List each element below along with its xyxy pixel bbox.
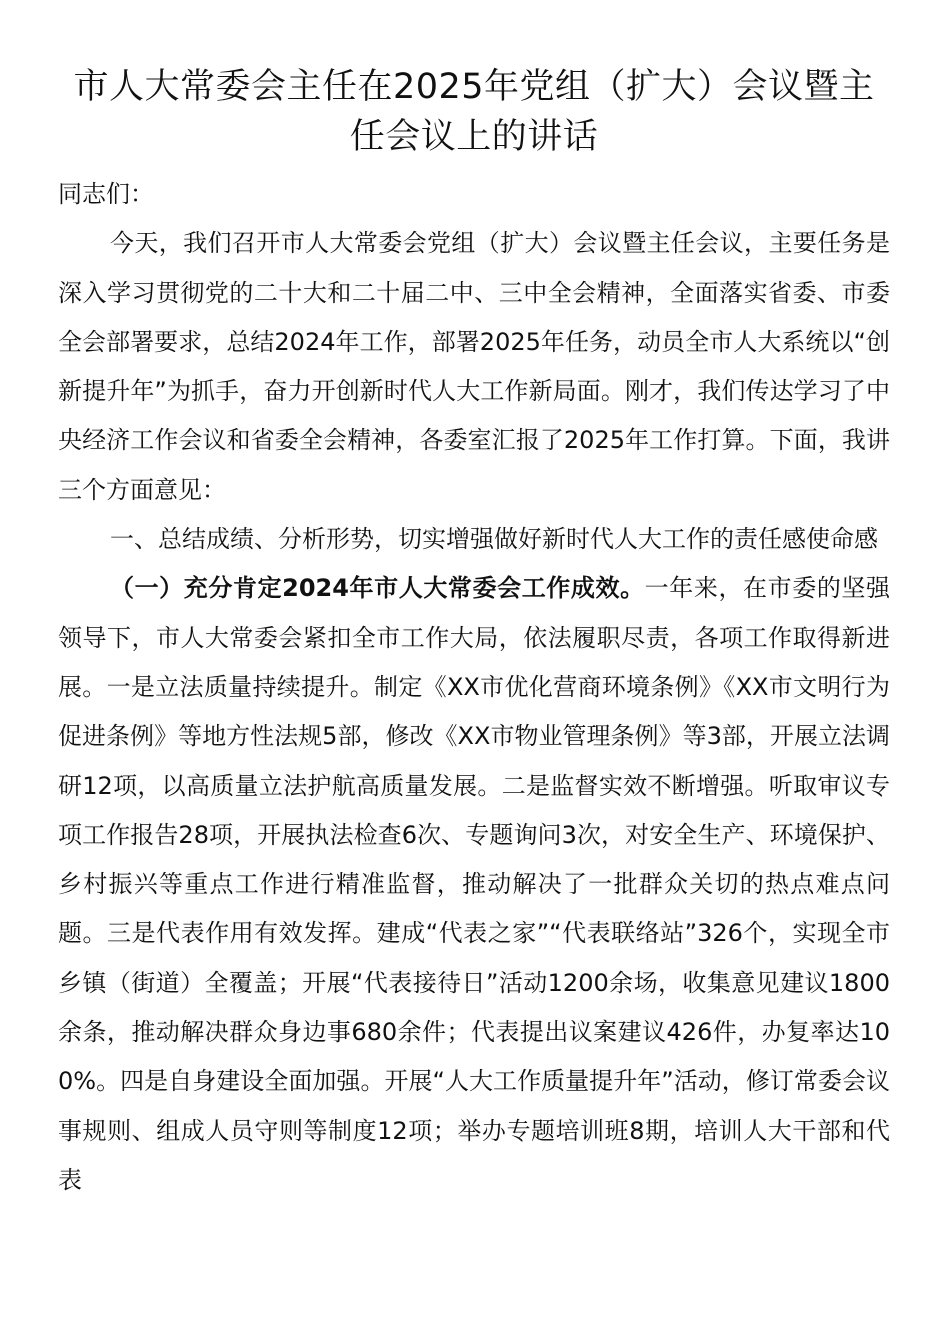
document-page bbox=[58, 62, 890, 1205]
achievements-body: 一年来，在市委的坚强领导下，市人大常委会紧扣全市工作大局，依法履职尽责，各项工作取得新进展。一是立法质量持续提升。制定《XX市优化营商环境条例》《XX市文明行为促进条例》等地方性法规5部，修改《XX市物业管理条例》等3部，开展立法调研12项，以高质量立法护航高质量发展。二是监督实效不断增强。听取审议专项工作报告28项，开展执法检查6次、专题询问3次，对安全生产、环境保护、乡村振兴等重点工作进行精准监督，推动解决了一批群众关切的热点难点问题。三是代表作用有效发挥。建成“代表之家”“代表联络站”326个，实现全市乡镇（街道）全覆盖；开展“代表接待日”活动1200余场，收集意见建议1800余条，推动解决群众身边事680余件；代表提出议案建议426件，办复率达100%。四是自身建设全面加强。开展“人大工作质量提升年”活动，修订常委会议事规则、组成人员守则等制度12项；举办专题培训班8期，培训人大干部和代表 bbox=[58, 574, 891, 1194]
sub-heading: （一）充分肯定2024年市人大常委会工作成效。 bbox=[110, 574, 645, 603]
document-title: 市人大常委会主任在2025年党组（扩大）会议暨主任会议上的讲话 bbox=[73, 67, 875, 157]
salutation: 同志们： bbox=[58, 180, 154, 208]
intro-paragraph: 今天，我们召开市人大常委会党组（扩大）会议暨主任会议，主要任务是深入学习贯彻党的二十大和二十届二中、三中全会精神，全面落实省委、市委全会部署要求，总结2024年工作，部署2025年任务，动员全市人大系统以“创新提升年”为抓手，奋力开创新时代人大工作新局面。刚才，我们传达学习了中央经济工作会议和省委全会精神，各委室汇报了2025年工作打算。下面，我讲三个方面意见： bbox=[58, 229, 890, 504]
achievements-paragraph bbox=[58, 564, 890, 1205]
section-heading: 一、总结成绩、分析形势，切实增强做好新时代人大工作的责任感使命感 bbox=[110, 525, 878, 554]
